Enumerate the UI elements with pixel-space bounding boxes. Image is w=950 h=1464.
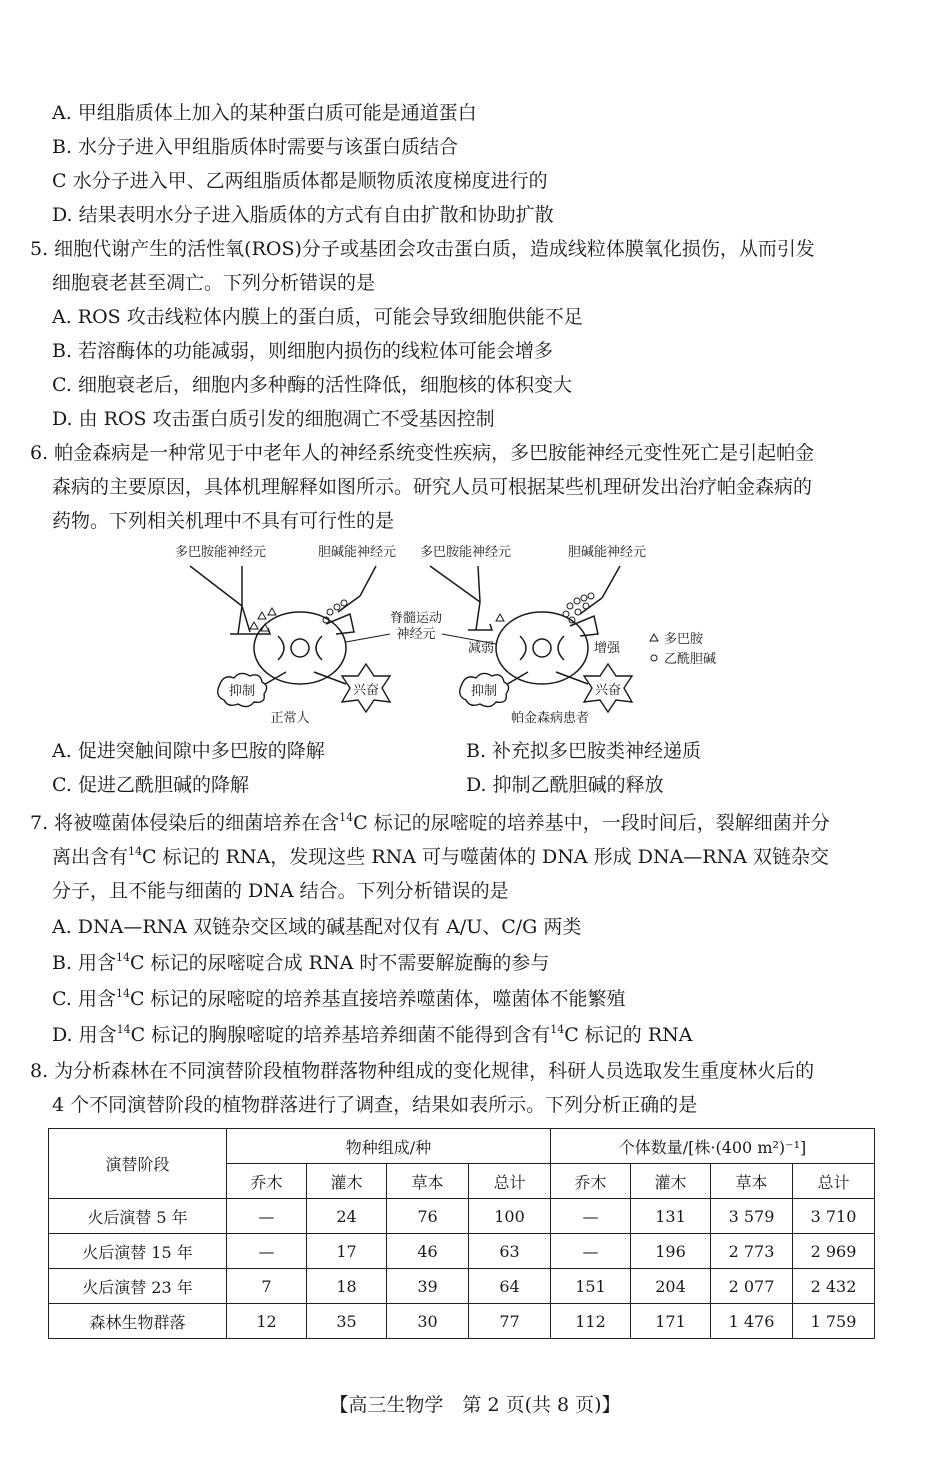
table-cell: 3 579 [711,1199,793,1234]
table-cell: 131 [631,1199,711,1234]
sup-14: 14 [550,1023,565,1036]
table-cell: — [551,1199,631,1234]
table-row [49,1269,875,1304]
table-header-species: 物种组成/种 [227,1129,551,1164]
table-cell: 100 [469,1199,551,1234]
q7-c-pre: C. 用含 [52,988,116,1010]
table-cell: 17 [307,1234,387,1269]
q7-option-c [52,986,626,1012]
q5-option-c: C. 细胞衰老后，细胞内多种酶的活性降低，细胞核的体积变大 [52,374,572,396]
q6-stem-line3: 药物。下列相关机理中不具有可行性的是 [52,510,395,532]
normal-inhibit-label: 抑制 [228,684,256,699]
legend-ach-label: 乙酰胆碱 [664,652,717,667]
table-cell: 196 [631,1234,711,1269]
q8-stem-line2: 4 个不同演替阶段的植物群落进行了调查，结果如表所示。下列分析正确的是 [52,1094,698,1116]
table-cell: — [227,1199,307,1234]
q7-d-pre: D. 用含 [52,1024,117,1046]
q7-option-d [52,1022,693,1048]
q7-stem-line1 [30,810,830,836]
q7-c-post: C 标记的尿嘧啶的培养基直接培养噬菌体，噬菌体不能繁殖 [129,988,626,1010]
q7-stem1-pre: 7. 将被噬菌体侵染后的细菌培养在含 [30,812,340,834]
q6-option-d: D. 抑制乙酰胆碱的释放 [466,774,664,796]
table-subheader: 乔木 [227,1164,307,1199]
sup-14: 14 [128,845,143,858]
patient-dopamine-neuron-label: 多巴胺能神经元 [420,545,512,560]
patient-diagram [430,566,620,686]
legend-circle-icon [651,655,657,661]
table-cell-stage: 森林生物群落 [49,1304,227,1339]
q7-stem1-post: C 标记的尿嘧啶的培养基中，一段时间后，裂解细菌并分 [353,812,830,834]
patient-dopamine-dots [496,614,504,621]
q4-option-a: A. 甲组脂质体上加入的某种蛋白质可能是通道蛋白 [52,102,477,124]
sup-14: 14 [116,951,131,964]
q7-stem2-post: C 标记的 RNA，发现这些 RNA 可与噬菌体的 DNA 形成 DNA—RNA 双链杂交 [142,846,829,868]
normal-cholinergic-neuron-label: 胆碱能神经元 [318,545,397,560]
table-cell: 7 [227,1269,307,1304]
q4-option-b: B. 水分子进入甲组脂质体时需要与该蛋白质结合 [52,136,459,158]
normal-dopamine-neuron-label: 多巴胺能神经元 [175,545,267,560]
normal-excite-label: 兴奋 [352,683,380,698]
diagram-legend [650,632,716,667]
table-cell-stage: 火后演替 15 年 [49,1234,227,1269]
sup-14: 14 [116,1023,131,1036]
q7-option-a: A. DNA—RNA 双链杂交区域的碱基配对仅有 A/U、C/G 两类 [52,916,582,938]
table-cell: 46 [387,1234,469,1269]
table-cell: 151 [551,1269,631,1304]
q7-b-pre: B. 用含 [52,952,117,974]
table-subheader: 草本 [387,1164,469,1199]
table-subheader: 乔木 [551,1164,631,1199]
table-subheader: 草本 [711,1164,793,1199]
normal-caption: 正常人 [270,711,310,726]
q8-stem-line1: 8. 为分析森林在不同演替阶段植物群落物种组成的变化规律，科研人员选取发生重度林火后的 [30,1060,815,1082]
table-row [49,1199,875,1234]
q4-option-d: D. 结果表明水分子进入脂质体的方式有自由扩散和协助扩散 [52,204,554,226]
table-cell: 2 432 [793,1269,875,1304]
normal-excite-star [342,664,390,712]
table-cell: 2 077 [711,1269,793,1304]
table-cell: 12 [227,1304,307,1339]
q4-option-c: C 水分子进入甲、乙两组脂质体都是顺物质浓度梯度进行的 [52,170,548,192]
q6-option-c: C. 促进乙酰胆碱的降解 [52,774,249,796]
table-cell: 39 [387,1269,469,1304]
table-cell: 1 476 [711,1304,793,1339]
page-footer: 【高三生物学 第 2 页(共 8 页)】 [329,1394,621,1416]
weaken-label: 减弱 [468,641,495,656]
q7-stem2-pre: 离出含有 [52,846,129,868]
q7-d-mid: C 标记的胸腺嘧啶的培养基培养细菌不能得到含有 [130,1024,551,1046]
table-cell: 204 [631,1269,711,1304]
patient-cholinergic-neuron-label: 胆碱能神经元 [568,545,647,560]
q7-stem-line2 [52,844,829,870]
patient-caption: 帕金森病患者 [510,711,590,726]
strengthen-label: 增强 [594,641,621,656]
table-cell: 18 [307,1269,387,1304]
q7-d-post: C 标记的 RNA [564,1024,693,1046]
table-cell: 63 [469,1234,551,1269]
table-cell: — [551,1234,631,1269]
table-subheader: 灌木 [307,1164,387,1199]
table-cell: — [227,1234,307,1269]
normal-diagram [190,566,376,686]
patient-excite-star [584,664,632,712]
patient-inhibit-cloud [460,673,509,706]
table-cell: 24 [307,1199,387,1234]
normal-inhibit-cloud [218,673,267,706]
table-cell: 76 [387,1199,469,1234]
table-cell: 64 [469,1269,551,1304]
table-cell: 112 [551,1304,631,1339]
q5-stem-line1: 5. 细胞代谢产生的活性氧(ROS)分子或基团会攻击蛋白质，造成线粒体膜氧化损伤，从而引发 [30,238,815,260]
legend-dopamine-label: 多巴胺 [664,632,704,647]
q6-stem-line2: 森病的主要原因，具体机理解释如图所示。研究人员可根据某些机理研发出治疗帕金森病的 [52,476,813,498]
q7-stem-line3: 分子，且不能与细菌的 DNA 结合。下列分析错误的是 [52,880,509,902]
table-cell: 30 [387,1304,469,1339]
succession-table [48,1128,875,1339]
spinal-neuron-label-2: 神经元 [396,627,436,642]
table-cell-stage: 火后演替 5 年 [49,1199,227,1234]
q7-option-b [52,950,549,976]
table-header-count: 个体数量/[株·(400 m²)⁻¹] [551,1129,875,1164]
table-cell: 3 710 [793,1199,875,1234]
q5-option-d: D. 由 ROS 攻击蛋白质引发的细胞凋亡不受基因控制 [52,408,495,430]
spinal-neuron-label-1: 脊髓运动 [389,611,443,626]
legend-triangle-icon [650,634,658,641]
q6-stem-line1: 6. 帕金森病是一种常见于中老年人的神经系统变性疾病，多巴胺能神经元变性死亡是引起帕金 [30,442,815,464]
patient-excite-label: 兴奋 [594,683,622,698]
table-cell: 35 [307,1304,387,1339]
sup-14: 14 [115,987,130,1000]
table-cell-stage: 火后演替 23 年 [49,1269,227,1304]
table-cell: 77 [469,1304,551,1339]
table-subheader: 灌木 [631,1164,711,1199]
table-row [49,1234,875,1269]
q5-stem-line2: 细胞衰老甚至凋亡。下列分析错误的是 [52,272,376,294]
table-cell: 2 773 [711,1234,793,1269]
table-subheader: 总计 [469,1164,551,1199]
q6-option-a: A. 促进突触间隙中多巴胺的降解 [52,740,325,762]
patient-inhibit-label: 抑制 [470,684,498,699]
table-header-stage: 演替阶段 [49,1129,227,1199]
sup-14: 14 [339,811,354,824]
table-subheader: 总计 [793,1164,875,1199]
q6-option-b: B. 补充拟多巴胺类神经递质 [466,740,702,762]
q5-option-b: B. 若溶酶体的功能减弱，则细胞内损伤的线粒体可能会增多 [52,340,554,362]
table-cell: 1 759 [793,1304,875,1339]
table-cell: 2 969 [793,1234,875,1269]
q5-option-a: A. ROS 攻击线粒体内膜上的蛋白质，可能会导致细胞供能不足 [52,306,583,328]
q7-b-post: C 标记的尿嘧啶合成 RNA 时不需要解旋酶的参与 [130,952,550,974]
table-cell: 171 [631,1304,711,1339]
table-row [49,1304,875,1339]
parkinson-mechanism-diagram [150,536,750,736]
